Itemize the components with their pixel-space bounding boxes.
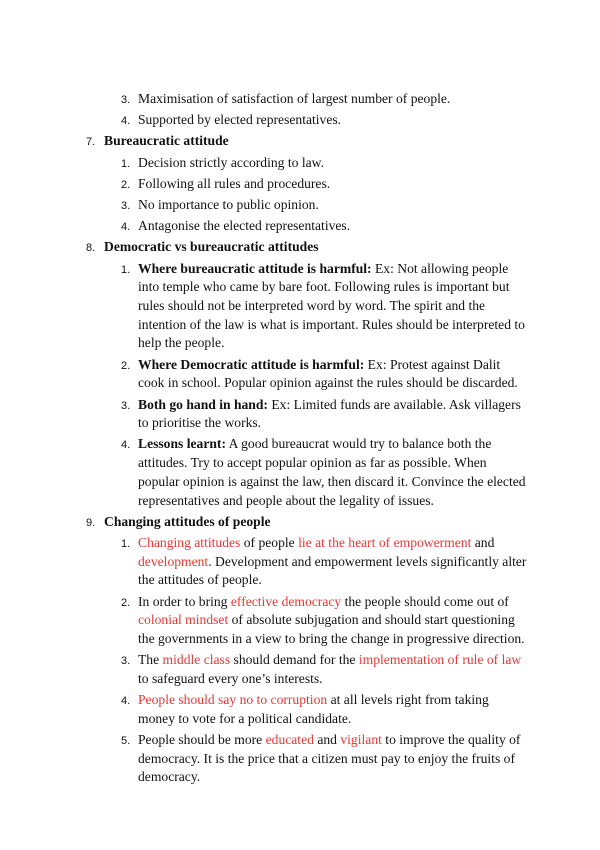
- item-text: Decision strictly according to law.: [138, 154, 324, 170]
- list-item: [0, 111, 528, 130]
- section-heading: [0, 238, 600, 257]
- section-number: 8.: [86, 242, 96, 255]
- item-text: In order to bring: [138, 593, 231, 609]
- list-item: [0, 534, 528, 590]
- item-number: 5.: [121, 735, 131, 747]
- item-number: 1.: [121, 537, 131, 550]
- item-text: Antagonise the elected representatives.: [138, 218, 351, 234]
- highlighted-text: People should say no to corruption: [138, 692, 328, 708]
- item-text: Maximisation of satisfaction of largest number of people.: [138, 91, 451, 106]
- list-item: [0, 651, 528, 688]
- section-number: 7.: [86, 136, 96, 149]
- item-text: of absolute subjugation and should start questioning the governments in a view to bring the change in progressive direction.: [138, 612, 525, 646]
- item-text: of people: [240, 534, 299, 550]
- sections-container: [0, 132, 600, 787]
- item-number: 4.: [121, 439, 131, 452]
- item-number: 2.: [121, 596, 131, 609]
- item-label: Both go hand in hand:: [138, 396, 268, 412]
- list-item: [0, 731, 528, 787]
- item-text: to safeguard every one’s interests.: [138, 670, 323, 686]
- item-number: 2.: [121, 178, 131, 191]
- list-item: [0, 154, 528, 173]
- item-text: The: [138, 652, 163, 668]
- item-number: 3.: [121, 655, 131, 668]
- section-title: Bureaucratic attitude: [104, 133, 229, 149]
- highlighted-text: colonial mindset: [138, 612, 229, 628]
- highlighted-text: Changing attitudes: [138, 534, 241, 550]
- item-text: the people should come out of: [341, 593, 509, 609]
- item-number: 1.: [121, 157, 131, 170]
- item-text: and: [313, 732, 341, 747]
- section-title: Democratic vs bureaucratic attitudes: [104, 239, 319, 255]
- item-number: 4.: [121, 695, 131, 708]
- highlighted-text: development: [138, 553, 209, 569]
- item-text: to improve the quality of democracy. It is the price that a citizen must pay to enjoy the fruits of democracy.: [138, 732, 521, 785]
- highlighted-text: educated: [265, 732, 314, 747]
- item-text: and: [471, 534, 495, 550]
- list-item: [0, 435, 528, 510]
- item-text: Ex: Not allowing people into temple who came by bare foot. Following rules is important but rules should not be interpreted word by word. The spirit and the intention of the law is what is important. Rules should be interpreted to help the people.: [138, 260, 525, 351]
- item-text: Supported by elected representatives.: [138, 112, 342, 128]
- highlighted-text: effective democracy: [230, 593, 342, 609]
- item-number: 3.: [121, 94, 131, 106]
- section-heading: [0, 513, 600, 532]
- list-item: [0, 396, 528, 433]
- section-title: Changing attitudes of people: [104, 513, 271, 529]
- item-number: 4.: [121, 115, 131, 128]
- section-number: 9.: [86, 516, 96, 529]
- list-item: [0, 593, 528, 649]
- item-label: Where bureaucratic attitude is harmful:: [138, 260, 372, 276]
- section-heading: [0, 132, 600, 151]
- item-text: A good bureaucrat would try to balance both the attitudes. Try to accept popular opinion as far as possible. When popular opinion is against the law, then discard it. Convince the elected representatives and people about the legality of issues.: [138, 436, 526, 508]
- item-text: People should be more: [138, 732, 266, 747]
- item-number: 3.: [121, 200, 131, 213]
- item-text: No importance to public opinion.: [138, 197, 319, 213]
- item-number: 4.: [121, 221, 131, 234]
- list-item: [0, 90, 528, 109]
- list-item: [0, 260, 528, 354]
- document-page: [0, 90, 600, 790]
- item-text: . Development and empowerment levels significantly alter the attitudes of people.: [138, 553, 527, 588]
- list-item: [0, 217, 528, 236]
- item-number: 1.: [121, 263, 131, 276]
- highlighted-text: implementation of rule of law: [358, 652, 522, 668]
- item-text: should demand for the: [230, 652, 359, 668]
- highlighted-text: vigilant: [340, 732, 382, 747]
- item-text: Following all rules and procedures.: [138, 175, 331, 191]
- list-item: [0, 175, 528, 194]
- highlighted-text: middle class: [162, 652, 231, 668]
- item-label: Lessons learnt:: [138, 436, 226, 452]
- list-item: [0, 196, 528, 215]
- highlighted-text: lie at the heart of empowerment: [298, 534, 472, 550]
- item-text: at all levels right from taking money to vote for a political candidate.: [138, 692, 489, 726]
- item-text: Ex: Limited funds are available. Ask villagers to prioritise the works.: [138, 396, 521, 431]
- item-number: 2.: [121, 359, 131, 372]
- list-item: [0, 691, 528, 728]
- item-label: Where Democratic attitude is harmful:: [138, 356, 365, 372]
- list-item: [0, 356, 528, 393]
- item-number: 3.: [121, 399, 131, 412]
- item-text: Ex: Protest against Dalit cook in school. Popular opinion against the rules should be discarded.: [138, 356, 518, 391]
